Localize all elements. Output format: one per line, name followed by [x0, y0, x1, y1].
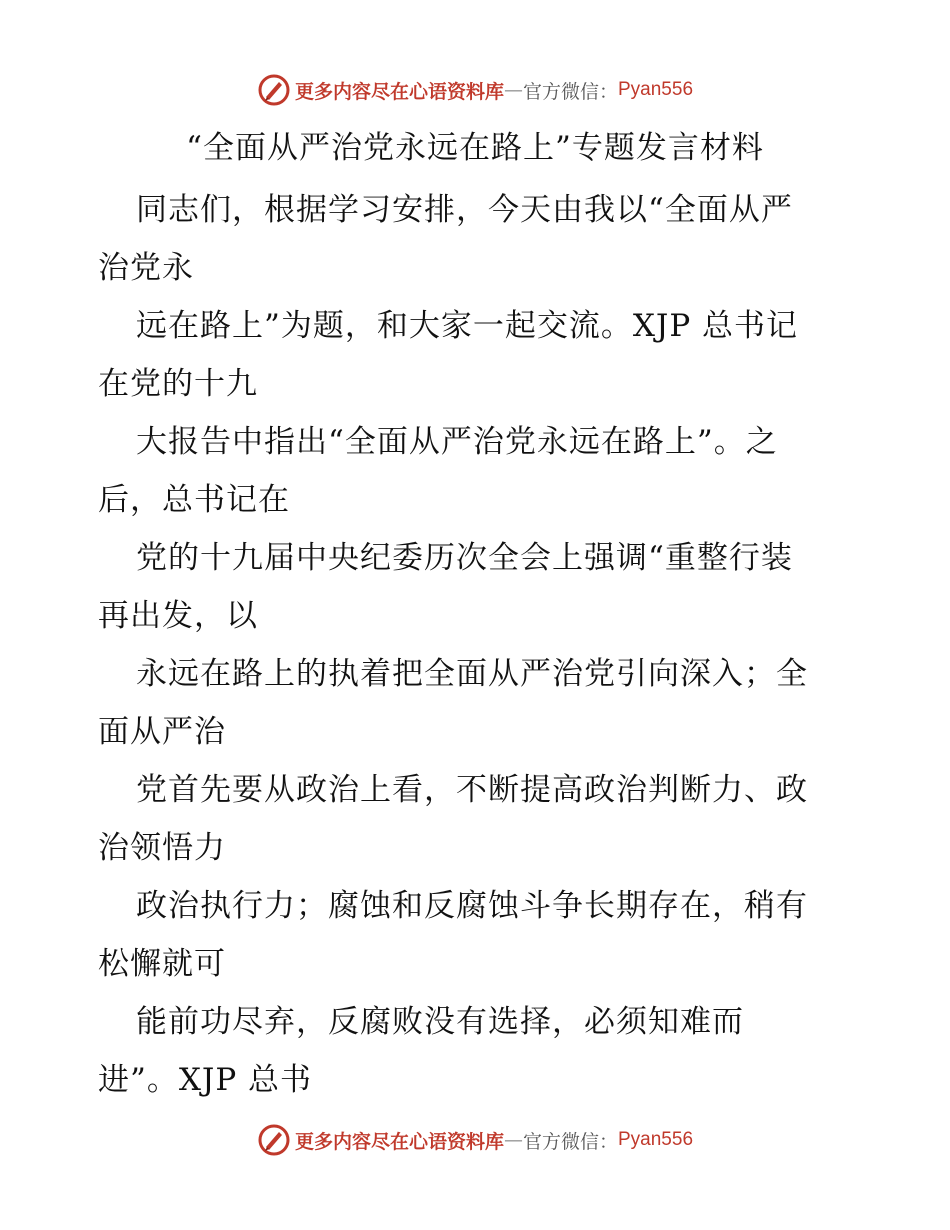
pen-logo-icon	[257, 73, 291, 107]
body-line: 治党永	[98, 250, 194, 286]
banner-account: Pyan556	[618, 1129, 694, 1150]
footer-banner	[0, 1120, 950, 1160]
body-line: 后，总书记在	[98, 482, 290, 518]
banner-dash: —	[503, 1129, 523, 1151]
banner-site-text: 更多内容尽在心语资料库	[294, 80, 504, 103]
body-line: 远在路上”为题，和大家一起交流。XJP 总书记	[136, 308, 799, 344]
header-banner	[0, 70, 950, 110]
body-line: 治领悟力	[98, 830, 226, 866]
body-line: 能前功尽弃，反腐败没有选择，必须知难而	[136, 1004, 744, 1040]
body-line: 松懈就可	[98, 946, 226, 982]
banner-wechat-label: 官方微信：	[522, 80, 618, 103]
banner-wechat-label: 官方微信：	[522, 1130, 618, 1153]
body-line: 政治执行力；腐蚀和反腐蚀斗争长期存在，稍有	[136, 888, 808, 924]
body-line: 面从严治	[98, 714, 226, 750]
body-line: 在党的十九	[98, 366, 258, 402]
body-line: 大报告中指出“全面从严治党永远在路上”。之	[136, 424, 778, 460]
body-line: 再出发，以	[98, 598, 258, 634]
banner-site-text: 更多内容尽在心语资料库	[294, 1130, 504, 1153]
document-body	[98, 181, 858, 1109]
banner-account: Pyan556	[618, 79, 694, 100]
banner-dash: —	[503, 79, 523, 101]
pen-logo-icon	[257, 1123, 291, 1157]
body-line: 同志们，根据学习安排，今天由我以“全面从严	[136, 192, 793, 228]
document-title: “全面从严治党永远在路上”专题发言材料	[186, 130, 764, 166]
body-line: 进”。XJP 总书	[98, 1062, 313, 1098]
body-line: 党首先要从政治上看，不断提高政治判断力、政	[136, 772, 808, 808]
body-line: 永远在路上的执着把全面从严治党引向深入；全	[136, 656, 808, 692]
body-line: 党的十九届中央纪委历次全会上强调“重整行装	[136, 540, 793, 576]
